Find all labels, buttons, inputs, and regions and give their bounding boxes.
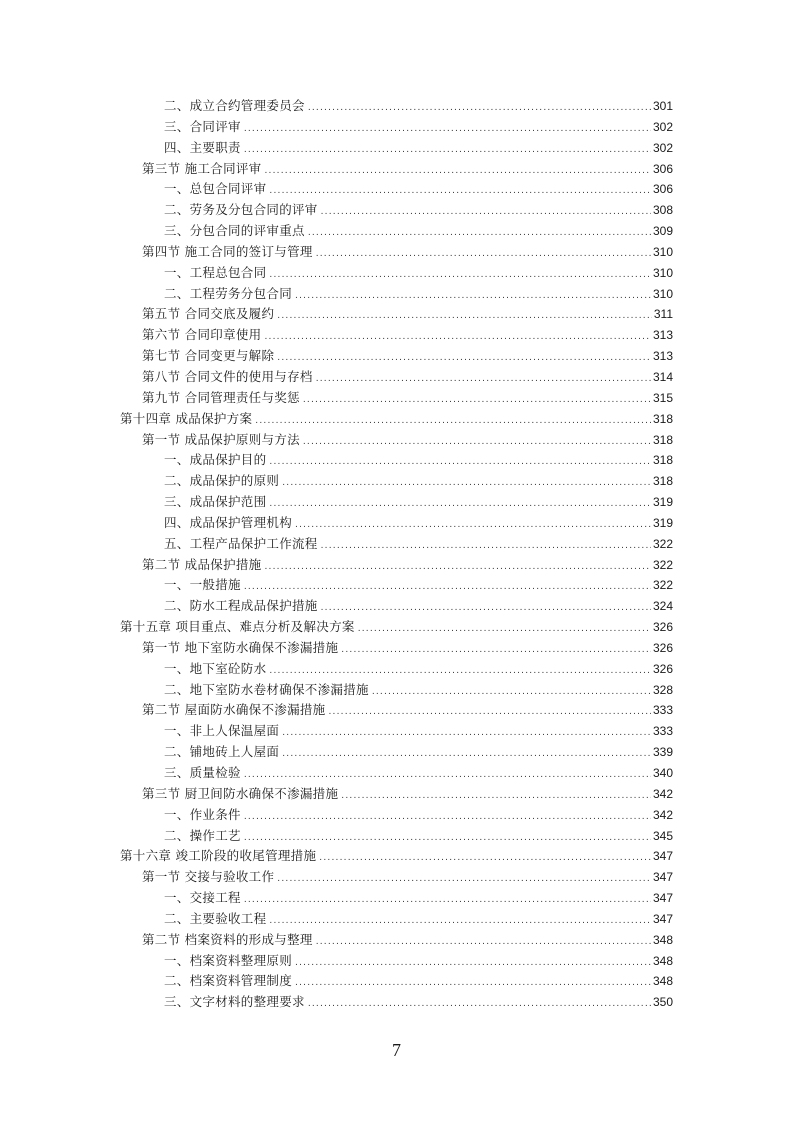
toc-entry-label: 第十四章 成品保护方案: [120, 410, 253, 426]
toc-dot-leader: [255, 411, 651, 432]
toc-dot-leader: [295, 515, 651, 536]
toc-page-number: 324: [652, 599, 673, 614]
toc-entry-label: 二、工程劳务分包合同: [164, 285, 293, 301]
toc-page-number: 306: [652, 182, 673, 197]
toc-page-number: 342: [652, 786, 673, 801]
toc-dot-leader: [269, 494, 651, 515]
toc-subsection-entry[interactable]: [0, 492, 793, 513]
toc-subsection-entry[interactable]: [0, 721, 793, 742]
toc-dot-leader: [295, 286, 651, 307]
toc-subsection-entry[interactable]: [0, 826, 793, 847]
toc-page-number: 313: [652, 349, 673, 364]
toc-dot-leader: [269, 452, 651, 473]
toc-chapter-entry[interactable]: [0, 617, 793, 638]
toc-subsection-entry[interactable]: [0, 200, 793, 221]
toc-section-entry[interactable]: [0, 430, 793, 451]
toc-dot-leader: [244, 577, 651, 598]
toc-dot-leader: [341, 640, 651, 661]
toc-entry-label: 二、地下室防水卷材确保不渗漏措施: [164, 681, 369, 697]
toc-subsection-entry[interactable]: [0, 909, 793, 930]
toc-page-number: 326: [652, 620, 673, 635]
toc-entry-label: 一、非上人保温屋面: [164, 723, 280, 739]
toc-section-entry[interactable]: [0, 304, 793, 325]
toc-page-number: 322: [652, 557, 673, 572]
toc-page-number: 340: [652, 766, 673, 780]
toc-section-entry[interactable]: [0, 784, 793, 805]
toc-dot-leader: [358, 619, 651, 640]
toc-entry-label: 第十六章 竣工阶段的收尾管理措施: [120, 848, 317, 864]
toc-page-number: 322: [652, 578, 673, 593]
toc-page-number: 310: [652, 265, 673, 280]
toc-page-number: 306: [652, 161, 673, 176]
toc-subsection-entry[interactable]: [0, 221, 793, 242]
toc-entry-label: 第二节 档案资料的形成与整理: [142, 931, 313, 947]
toc-page-number: 347: [652, 891, 673, 906]
toc-dot-leader: [269, 911, 651, 932]
toc-subsection-entry[interactable]: [0, 138, 793, 159]
toc-subsection-entry[interactable]: [0, 951, 793, 972]
toc-entry-label: 二、成立合约管理委员会: [164, 98, 305, 113]
toc-dot-leader: [269, 181, 651, 202]
toc-dot-leader: [341, 786, 651, 807]
toc-section-entry[interactable]: [0, 867, 793, 888]
toc-page-number: 318: [652, 432, 673, 447]
toc-entry-label: 第七节 合同变更与解除: [142, 348, 275, 364]
toc-page-number: 339: [652, 745, 673, 760]
toc-page-number: 310: [652, 244, 673, 259]
toc-entry-label: 第二节 屋面防水确保不渗漏措施: [142, 702, 326, 718]
toc-page-number: 314: [652, 369, 673, 384]
toc-section-entry[interactable]: [0, 930, 793, 951]
toc-page-number: 302: [652, 140, 673, 155]
toc-dot-leader: [308, 223, 651, 244]
toc-chapter-entry[interactable]: [0, 846, 793, 867]
toc-subsection-entry[interactable]: [0, 659, 793, 680]
toc-dot-leader: [321, 202, 651, 223]
toc-page-number: 301: [652, 99, 673, 113]
toc-dot-leader: [244, 119, 651, 140]
toc-entry-label: 四、成品保护管理机构: [164, 514, 293, 530]
toc-dot-leader: [316, 369, 651, 390]
toc-entry-label: 二、铺地砖上人屋面: [164, 744, 280, 760]
toc-entry-label: 一、成品保护目的: [164, 452, 267, 468]
toc-entry-label: 二、档案资料管理制度: [164, 973, 293, 989]
toc-entry-label: 一、工程总包合同: [164, 264, 267, 280]
toc-page-number: 328: [652, 682, 673, 697]
toc-entry-label: 一、交接工程: [164, 890, 241, 906]
toc-entry-label: 第五节 合同交底及履约: [142, 306, 275, 322]
toc-page-number: 347: [652, 911, 673, 926]
toc-entry-label: 第四节 施工合同的签订与管理: [142, 243, 313, 259]
toc-dot-leader: [244, 890, 651, 911]
toc-entry-label: 三、文字材料的整理要求: [164, 994, 305, 1010]
toc-subsection-entry[interactable]: [0, 534, 793, 555]
toc-dot-leader: [308, 98, 651, 119]
toc-entry-label: 二、成品保护的原则: [164, 473, 280, 489]
toc-dot-leader: [303, 390, 651, 411]
page-number: 7: [392, 1040, 401, 1060]
toc-section-entry[interactable]: [0, 367, 793, 388]
toc-subsection-entry[interactable]: [0, 117, 793, 138]
toc-page-number: 345: [652, 828, 673, 843]
toc-page-number: 348: [652, 974, 673, 989]
toc-entry-label: 五、工程产品保护工作流程: [164, 535, 318, 551]
toc-dot-leader: [244, 140, 651, 161]
toc-page-number: 350: [652, 995, 673, 1010]
toc-subsection-entry[interactable]: [0, 179, 793, 200]
toc-entry-label: 一、总包合同评审: [164, 181, 267, 197]
toc-subsection-entry[interactable]: [0, 805, 793, 826]
toc-entry-label: 三、分包合同的评审重点: [164, 223, 305, 239]
toc-section-entry[interactable]: [0, 242, 793, 263]
toc-section-entry[interactable]: [0, 325, 793, 346]
toc-page-number: 318: [652, 453, 673, 468]
toc-page-number: 302: [652, 119, 673, 134]
toc-dot-leader: [295, 953, 651, 974]
toc-subsection-entry[interactable]: [0, 450, 793, 471]
toc-page-number: 319: [652, 515, 673, 530]
toc-page-number: 348: [652, 932, 673, 947]
toc-dot-leader: [277, 869, 651, 890]
toc-entry-label: 第十五章 项目重点、难点分析及解决方案: [120, 619, 355, 635]
toc-section-entry[interactable]: [0, 159, 793, 180]
toc-subsection-entry[interactable]: [0, 971, 793, 992]
toc-dot-leader: [282, 723, 651, 744]
toc-dot-leader: [303, 432, 651, 453]
toc-subsection-entry[interactable]: [0, 96, 793, 117]
toc-dot-leader: [319, 848, 651, 869]
toc-dot-leader: [372, 682, 651, 703]
toc-entry-label: 二、主要验收工程: [164, 910, 267, 926]
toc-entry-label: 三、合同评审: [164, 118, 241, 134]
toc-page-number: 322: [652, 536, 673, 551]
toc-entry-label: 第一节 成品保护原则与方法: [142, 431, 300, 447]
toc-entry-label: 一、作业条件: [164, 806, 241, 822]
toc-section-entry[interactable]: [0, 388, 793, 409]
toc-page-number: 309: [652, 224, 673, 239]
toc-subsection-entry[interactable]: [0, 992, 793, 1013]
toc-dot-leader: [244, 765, 651, 786]
toc-entry-label: 三、质量检验: [164, 765, 241, 780]
toc-page-number: 347: [652, 870, 673, 885]
toc-entry-label: 第三节 施工合同评审: [142, 160, 262, 176]
toc-entry-label: 四、主要职责: [164, 139, 241, 155]
toc-page-number: 333: [652, 724, 673, 739]
toc-dot-leader: [282, 744, 651, 765]
toc-dot-leader: [244, 828, 651, 849]
toc-dot-leader: [269, 661, 651, 682]
toc-section-entry[interactable]: [0, 555, 793, 576]
toc-subsection-entry[interactable]: [0, 263, 793, 284]
toc-page-number: 311: [653, 307, 673, 322]
toc-page-number: 333: [652, 703, 673, 718]
toc-dot-leader: [321, 536, 651, 557]
toc-subsection-entry[interactable]: [0, 680, 793, 701]
toc-subsection-entry[interactable]: [0, 888, 793, 909]
table-of-contents: [0, 96, 793, 1013]
toc-page-number: 342: [652, 807, 673, 822]
toc-subsection-entry[interactable]: [0, 596, 793, 617]
toc-page-number: 319: [652, 495, 673, 510]
toc-dot-leader: [308, 994, 651, 1015]
toc-page-number: 310: [652, 286, 673, 301]
toc-entry-label: 三、成品保护范围: [164, 494, 267, 510]
toc-dot-leader: [328, 702, 650, 723]
toc-dot-leader: [264, 161, 650, 182]
toc-entry-label: 二、劳务及分包合同的评审: [164, 202, 318, 218]
toc-entry-label: 第一节 交接与验收工作: [142, 869, 275, 885]
toc-dot-leader: [316, 244, 651, 265]
toc-dot-leader: [277, 348, 651, 369]
toc-entry-label: 二、防水工程成品保护措施: [164, 598, 318, 614]
toc-page-number: 347: [652, 849, 673, 864]
toc-dot-leader: [282, 473, 651, 494]
toc-section-entry[interactable]: [0, 638, 793, 659]
toc-page-number: 318: [652, 411, 673, 426]
toc-page-number: 313: [652, 328, 673, 343]
toc-dot-leader: [264, 327, 650, 348]
toc-dot-leader: [295, 973, 651, 994]
toc-subsection-entry[interactable]: [0, 284, 793, 305]
toc-subsection-entry[interactable]: [0, 742, 793, 763]
toc-dot-leader: [316, 932, 651, 953]
toc-entry-label: 第九节 合同管理责任与奖惩: [142, 389, 300, 405]
toc-subsection-entry[interactable]: [0, 513, 793, 534]
toc-dot-leader: [244, 807, 651, 828]
toc-page-number: 348: [652, 953, 673, 968]
toc-page-number: 326: [652, 661, 673, 676]
toc-dot-leader: [269, 265, 651, 286]
toc-dot-leader: [277, 306, 652, 327]
toc-entry-label: 第三节 厨卫间防水确保不渗漏措施: [142, 785, 339, 801]
toc-entry-label: 第六节 合同印章使用: [142, 327, 262, 343]
toc-chapter-entry[interactable]: [0, 409, 793, 430]
toc-entry-label: 一、档案资料整理原则: [164, 952, 293, 968]
toc-entry-label: 二、操作工艺: [164, 827, 241, 843]
toc-dot-leader: [264, 557, 650, 578]
toc-dot-leader: [321, 598, 651, 619]
toc-page-number: 318: [652, 474, 673, 489]
toc-page-number: 308: [652, 203, 673, 218]
toc-section-entry[interactable]: [0, 700, 793, 721]
toc-entry-label: 一、地下室砼防水: [164, 660, 267, 676]
toc-entry-label: 第二节 成品保护措施: [142, 556, 262, 572]
toc-subsection-entry[interactable]: [0, 471, 793, 492]
toc-page-number: 315: [652, 390, 673, 405]
toc-entry-label: 一、一般措施: [164, 577, 241, 593]
toc-page-number: 326: [652, 640, 673, 655]
toc-entry-label: 第一节 地下室防水确保不渗漏措施: [142, 639, 339, 655]
toc-section-entry[interactable]: [0, 346, 793, 367]
toc-entry-label: 第八节 合同文件的使用与存档: [142, 368, 313, 384]
toc-subsection-entry[interactable]: [0, 763, 793, 784]
toc-subsection-entry[interactable]: [0, 575, 793, 596]
